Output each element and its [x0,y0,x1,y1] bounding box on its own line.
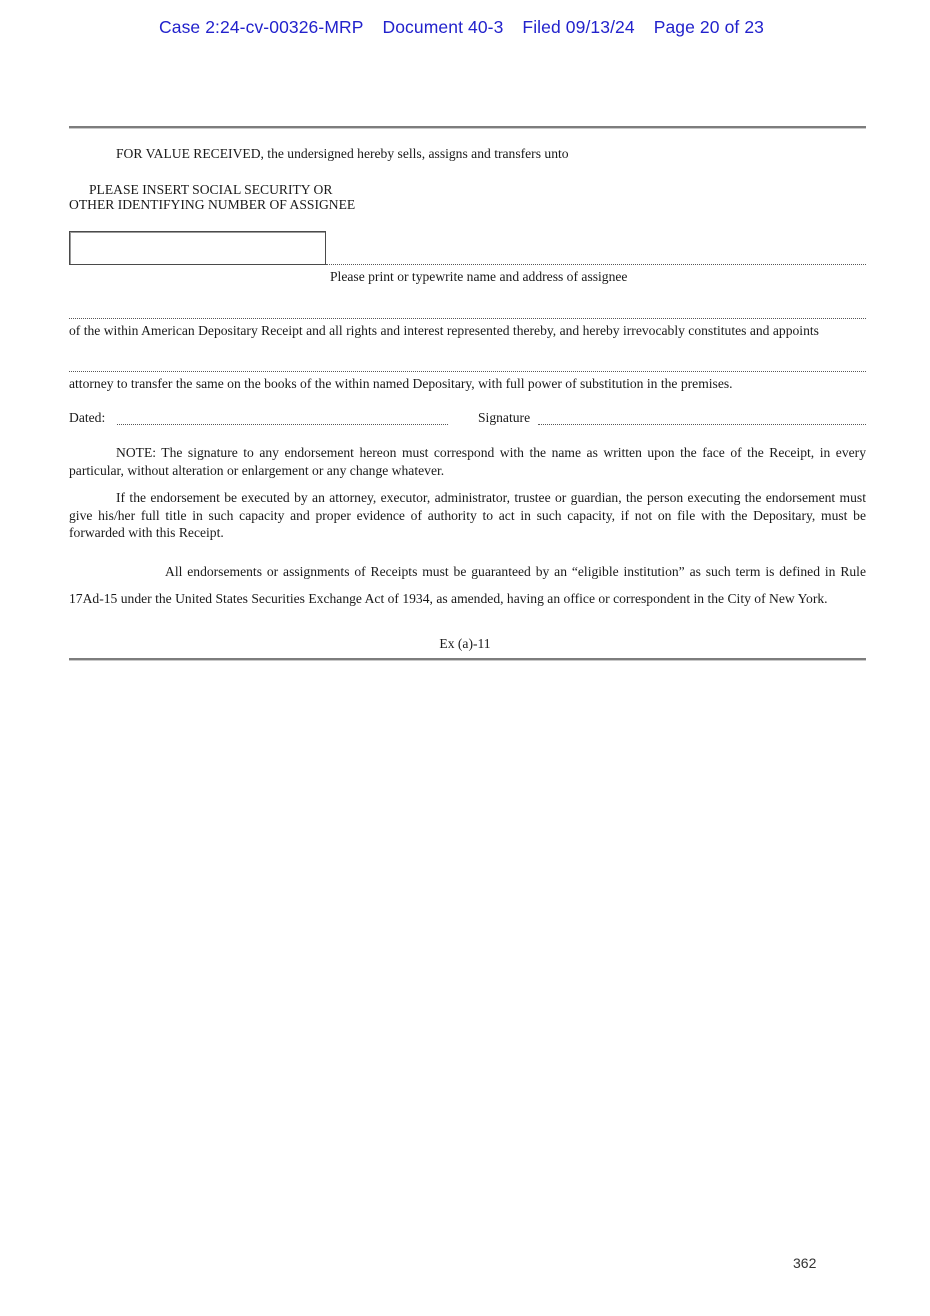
dated-input-rule[interactable] [117,424,448,425]
assignee-identifying-number-box[interactable] [69,231,326,265]
assignee-name-dotted-rule[interactable] [326,264,866,265]
insert-ssn-line-2: OTHER IDENTIFYING NUMBER OF ASSIGNEE [69,197,356,212]
within-receipt-line: of the within American Depositary Receipt and all rights and interest represented thereby, and hereby irrevocably constitutes and appoints [69,323,819,338]
ecf-header-stamp [0,17,930,38]
for-value-received-line: FOR VALUE RECEIVED, the undersigned hereby sells, assigns and transfers unto [116,146,569,161]
signature-label: Signature [478,410,531,425]
attorney-transfer-line: attorney to transfer the same on the books of the within named Depositary, with full power of substitution in the premises. [69,376,733,391]
ecf-case-number: Case 2:24-cv-00326-MRP [159,17,364,37]
within-receipt-dotted-rule[interactable] [69,318,866,319]
ecf-filed-date: Filed 09/13/24 [522,17,635,37]
exhibit-label: Ex (a)-11 [439,636,491,651]
attorney-execution-paragraph: If the endorsement be executed by an attorney, executor, administrator, trustee or guardian, the person executing the endorsement must give his/her full title in such capacity and proper evidence of authority to act in such capacity, if not on file with the Depositary, must be forwarded with this Receipt. [69,490,866,541]
note-paragraph: NOTE: The signature to any endorsement hereon must correspond with the name as written upon the face of the Receipt, in every particular, without alteration or enlargement or any change whatever. [69,445,866,478]
bates-stamp: 362 [793,1255,817,1271]
ecf-document-number: Document 40-3 [382,17,504,37]
print-name-caption: Please print or typewrite name and address of assignee [330,269,628,284]
dated-label: Dated: [69,410,106,425]
bottom-horizontal-rule [69,658,866,661]
ecf-page-number: Page 20 of 23 [653,17,764,37]
endorsement-guarantee-paragraph: All endorsements or assignments of Receipts must be guaranteed by an “eligible institution” as such term is defined in Rule 17Ad-15 under the United States Securities Exchange Act of 1934, as amended, having an office or correspondent in the City of New York. [69,564,866,606]
insert-ssn-line-1: PLEASE INSERT SOCIAL SECURITY OR [89,182,333,197]
top-horizontal-rule [69,126,866,129]
signature-input-rule[interactable] [538,424,866,425]
attorney-dotted-rule[interactable] [69,371,866,372]
